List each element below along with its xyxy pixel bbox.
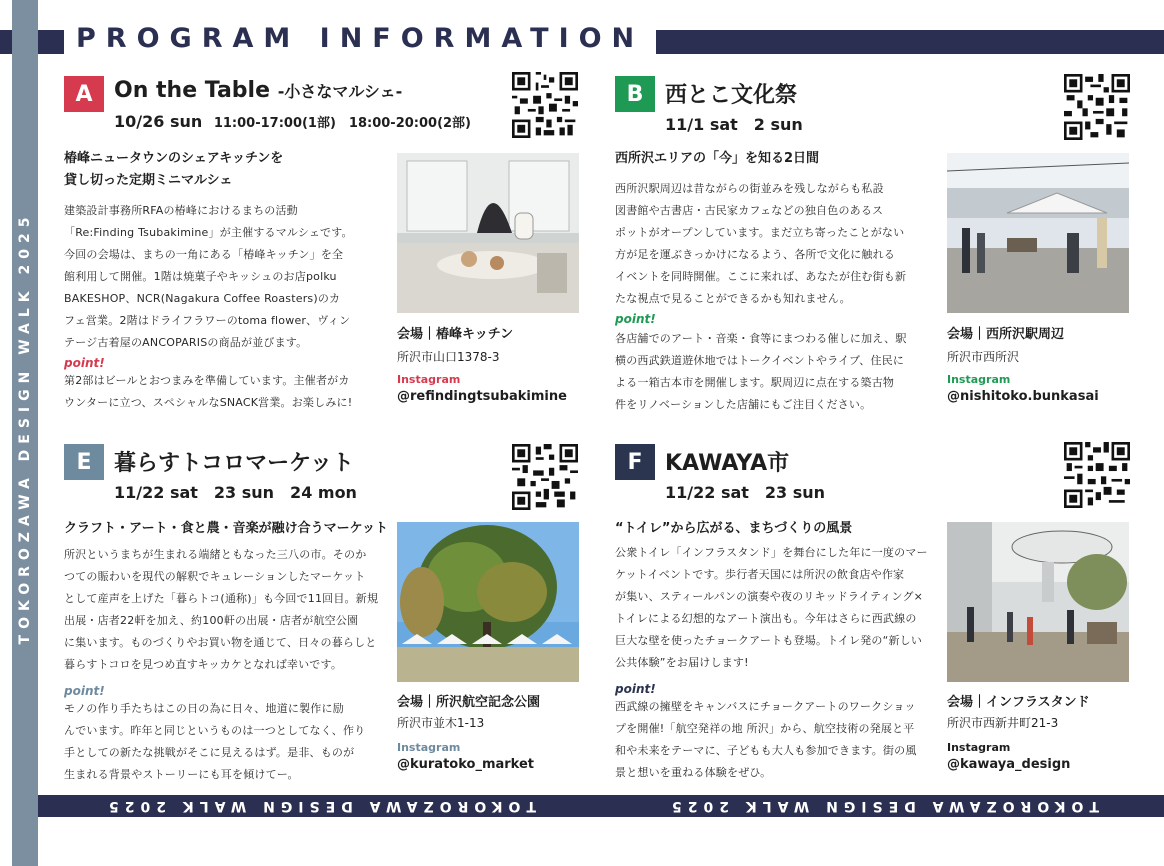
qr-code-icon [512,72,578,138]
point-label: point! [615,682,656,696]
card-dates [114,112,471,131]
card-lead: “トイレ”から広がる、まちづくりの風景 [615,521,853,536]
card-dates: 11/1 sat 2 sun [665,115,803,134]
card-dates: 11/22 sat 23 sun 24 mon [114,483,357,502]
point-label: point! [64,684,105,698]
card-body: 西所沢駅周辺は昔ながらの街並みを残しながらも私設 図書館や古書店・古民家カフェなどの独自色のあるス ポットがオープンしています。まだ立ち寄ったことがない 方が足を運ぶきっかけになるよう、各所で文化に触れる イベントを同時開催。ここに来れば、あなたが住む街も新 たな視点で見ることができるかも知れません。 [615,182,907,305]
card-date-times: 11:00-17:00(1部) 18:00-20:00(2部) [213,116,471,131]
badge-b: B [615,76,655,112]
instagram-handle[interactable]: @kawaya_design [947,757,1071,772]
venue-photo [397,153,579,313]
badge-f: F [615,444,655,480]
program-card-b [615,76,1135,426]
instagram-label: Instagram [397,373,461,386]
venue-address: 所沢市西所沢 [947,350,1020,364]
card-title-main: On the Table [114,78,271,103]
instagram-label: Instagram [947,741,1011,754]
card-lead: 西所沢エリアの「今」を知る2日間 [615,151,820,166]
point-text: モノの作り手たちはこの日の為に日々、地道に製作に励 んでいます。昨年と同じというものは一つとしてなく、作り 手としての新たな挑戦がそこに見えるはず。是非、ものが 生まれる背景やストーリーにも耳を傾けてー。 [64,702,366,781]
venue-name: 会場｜西所沢駅周辺 [947,327,1065,342]
card-date-days: 10/26 sun [114,112,203,131]
qr-code-icon [1064,74,1130,140]
venue-photo [947,153,1129,313]
footer-band [38,795,1164,817]
card-title: KAWAYA市 [665,451,790,476]
card-body: 公衆トイレ「インフラスタンド」を舞台にした年に一度のマー ケットイベントです。歩行者天国には所沢の飲食店や作家 が集い、スティールパンの演奏や夜のリキッドライティング× トイレによる幻想的なアート演出も。今年はさらに西武線の 巨大な壁を使ったチョークアートも登場。トイレ発の“新しい 公共体験”をお届けします! [615,546,928,669]
program-card-a [64,76,584,426]
venue-address: 所沢市並木1-13 [397,716,485,730]
card-lead: クラフト・アート・食と農・音楽が融け合うマーケット [64,521,388,536]
badge-e: E [64,444,104,480]
card-dates: 11/22 sat 23 sun [665,483,826,502]
card-lead: 椿峰ニュータウンのシェアキッチンを 貸し切った定期ミニマルシェ [64,151,284,188]
venue-photo [947,522,1129,682]
instagram-label: Instagram [397,741,461,754]
venue-photo [397,522,579,682]
venue-address: 所沢市西新井町21-3 [947,716,1059,730]
instagram-handle[interactable]: @refindingtsubakimine [397,389,567,404]
point-text: 第2部はビールとおつまみを準備しています。主催者がカ ウンターに立つ、スペシャルなSNACK営業。お楽しみに! [64,374,353,409]
card-title [114,78,402,103]
card-title: 西とこ文化祭 [665,83,798,108]
program-card-f [615,444,1135,789]
venue-name: 会場｜所沢航空記念公園 [397,695,541,710]
card-body: 所沢というまちが生まれる端緒ともなった三八の市。そのか つての賑わいを現代の解釈でキュレーションしたマーケット として産声を上げた「暮らトコ(通称)」も今回で11回目。新規 出展・店者22軒を加え、約100軒の出展・店者が航空公園 に集います。ものづくりやお買い物を通じて、日々の暮らしと 暮らすトコロを見つめ直すキッカケとなれば幸いです。 [64,548,379,671]
venue-name: 会場｜椿峰キッチン [397,327,514,342]
point-text: 西武線の擁壁をキャンバスにチョークアートのワークショッ プを開催!「航空発祥の地 所沢」から、航空技術の発展と平 和や未来をテーマに、子どもも大人も参加できます。街の風 景と想いを重ねる体験をぜひ。 [615,700,917,779]
card-body: 建築設計事務所RFAの椿峰におけるまちの活動 「Re:Finding Tsubakimine」が主催するマルシェです。 今回の会場は、まちの一角にある「椿峰キッチン」を全 館利用して開催。1階は焼菓子やキッシュのお店polku BAKESHOP、NCR(Nagakura Coffee Roasters)のカ フェ営業。2階はドライフラワーのtoma flower、ヴィン テージ古着屋のANCOPARISの商品が並びます。 [64,204,353,349]
instagram-handle[interactable]: @kuratoko_market [397,757,535,772]
venue-address: 所沢市山口1378-3 [397,350,500,364]
venue-name: 会場｜インフラスタンド [947,695,1090,710]
point-text: 各店舗でのアート・音楽・食等にまつわる催しに加え、駅 横の西武鉄道遊休地ではトークイベントやライブ、住民に よる一箱古本市を開催します。駅周辺に点在する築古物 件をリノベーションした店舗にもご注目ください。 [615,332,907,411]
point-label: point! [64,356,105,370]
qr-code-icon [1064,442,1130,508]
footer-label-left: TOKOROZAWA DESIGN WALK 2025 [103,798,536,814]
card-subtitle: -小さなマルシェ- [277,82,403,101]
page-title: PROGRAM INFORMATION [64,20,656,58]
badge-a: A [64,76,104,112]
point-label: point! [615,312,656,326]
instagram-handle[interactable]: @nishitoko.bunkasai [947,389,1099,404]
instagram-label: Instagram [947,373,1011,386]
program-card-e [64,444,584,789]
footer-label-right: TOKOROZAWA DESIGN WALK 2025 [666,798,1099,814]
side-label: TOKOROZAWA DESIGN WALK 2025 [17,211,33,645]
qr-code-icon [512,444,578,510]
card-title: 暮らすトコロマーケット [114,451,355,476]
